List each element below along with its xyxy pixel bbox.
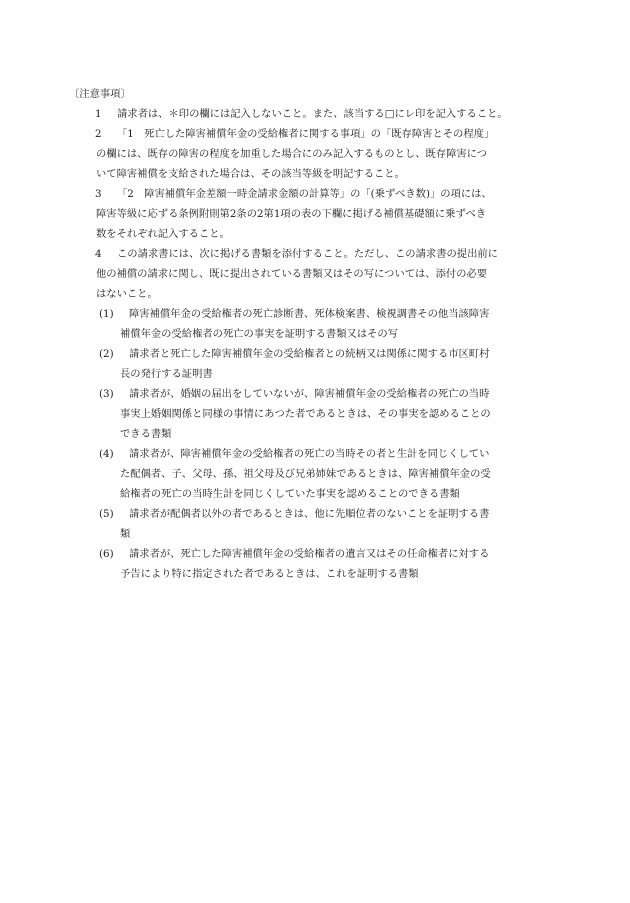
note-number: 1	[95, 108, 102, 120]
subitem-text: 請求者が、死亡した障害補償年金の受給権者の遺言又はその任命権者に対する	[129, 548, 490, 560]
note-number: 3	[95, 188, 102, 200]
subitem-text: 補償年金の受給権者の死亡の事実を証明する書類又はその写	[120, 328, 399, 340]
subitem-number: (1)	[99, 308, 114, 320]
note-subitem-6	[75, 544, 553, 584]
subitem-text: 事実上婚姻関係と同様の事情にあつた者であるときは、その事実を認めることの	[120, 408, 491, 420]
subitem-text: 類	[120, 528, 131, 540]
subitem-text: 予告により特に指定された者であるときは、これを証明する書類	[120, 568, 419, 580]
note-subitem-2	[75, 344, 553, 384]
note-number: 2	[95, 128, 102, 140]
note-text: 障害等級に応ずる条例附則第2条の2第1項の表の下欄に掲げる補償基礎額に乗ずべき	[96, 208, 487, 220]
subitem-number: (6)	[99, 548, 114, 560]
subitem-number: (2)	[99, 348, 114, 360]
subitem-text: 請求者が、婚姻の届出をしていないが、障害補償年金の受給権者の死亡の当時	[129, 388, 490, 400]
note-subitem-3	[75, 384, 553, 444]
note-subitem-4	[75, 444, 553, 504]
note-item-4	[75, 244, 553, 584]
note-text: の欄には、既存の障害の程度を加重した場合にのみ記入するものとし、既存障害につ	[96, 148, 488, 160]
subitem-number: (5)	[99, 508, 114, 520]
subitem-text: た配偶者、子、父母、孫、祖父母及び兄弟姉妹であるときは、障害補償年金の受	[120, 468, 491, 480]
note-text: はないこと。	[96, 288, 158, 300]
subitem-text: 請求者と死亡した障害補償年金の受給権者との続柄又は関係に関する市区町村	[129, 348, 490, 360]
subitem-text: 給権者の死亡の当時生計を同じくしていた事実を認めることのできる書類	[120, 488, 460, 500]
subitem-number: (4)	[99, 448, 114, 460]
note-subitem-5	[75, 504, 553, 544]
notes-section	[69, 84, 553, 584]
subitem-text: 長の発行する証明書	[120, 368, 213, 380]
note-item-2	[75, 124, 553, 184]
subitem-number: (3)	[99, 388, 114, 400]
note-item-3	[75, 184, 553, 244]
subitem-text: 請求者が配偶者以外の者であるときは、他に先順位者のないことを証明する書	[129, 508, 490, 520]
note-text: 「2 障害補償年金差額一時金請求金額の計算等」の「(乗ずべき数)」の項には、	[117, 188, 492, 200]
note-text: 「1 死亡した障害補償年金の受給権者に関する事項」の「既存障害とその程度」	[117, 128, 495, 140]
note-item-1	[75, 104, 553, 124]
note-text: 請求者は、＊印の欄には記入しないこと。また、該当する□にレ印を記入すること。	[117, 108, 508, 120]
notes-heading: 〔注意事項〕	[69, 88, 131, 100]
subitem-text: 障害補償年金の受給権者の死亡診断書、死体検案書、検視調書その他当該障害	[129, 308, 490, 320]
note-text: いて障害補償を支給された場合は、その該当等級を明記すること。	[96, 168, 405, 180]
note-subitem-1	[75, 304, 553, 344]
note-text: この請求書には、次に掲げる書類を添付すること。ただし、この請求書の提出前に	[117, 248, 498, 260]
note-text: 他の補償の請求に関し、既に提出されている書類又はその写については、添付の必要	[96, 268, 488, 280]
note-number: 4	[95, 248, 102, 260]
subitem-text: できる書類	[120, 428, 172, 440]
subitem-text: 請求者が、障害補償年金の受給権者の死亡の当時その者と生計を同じくしてい	[129, 448, 490, 460]
note-text: 数をそれぞれ記入すること。	[96, 228, 230, 240]
